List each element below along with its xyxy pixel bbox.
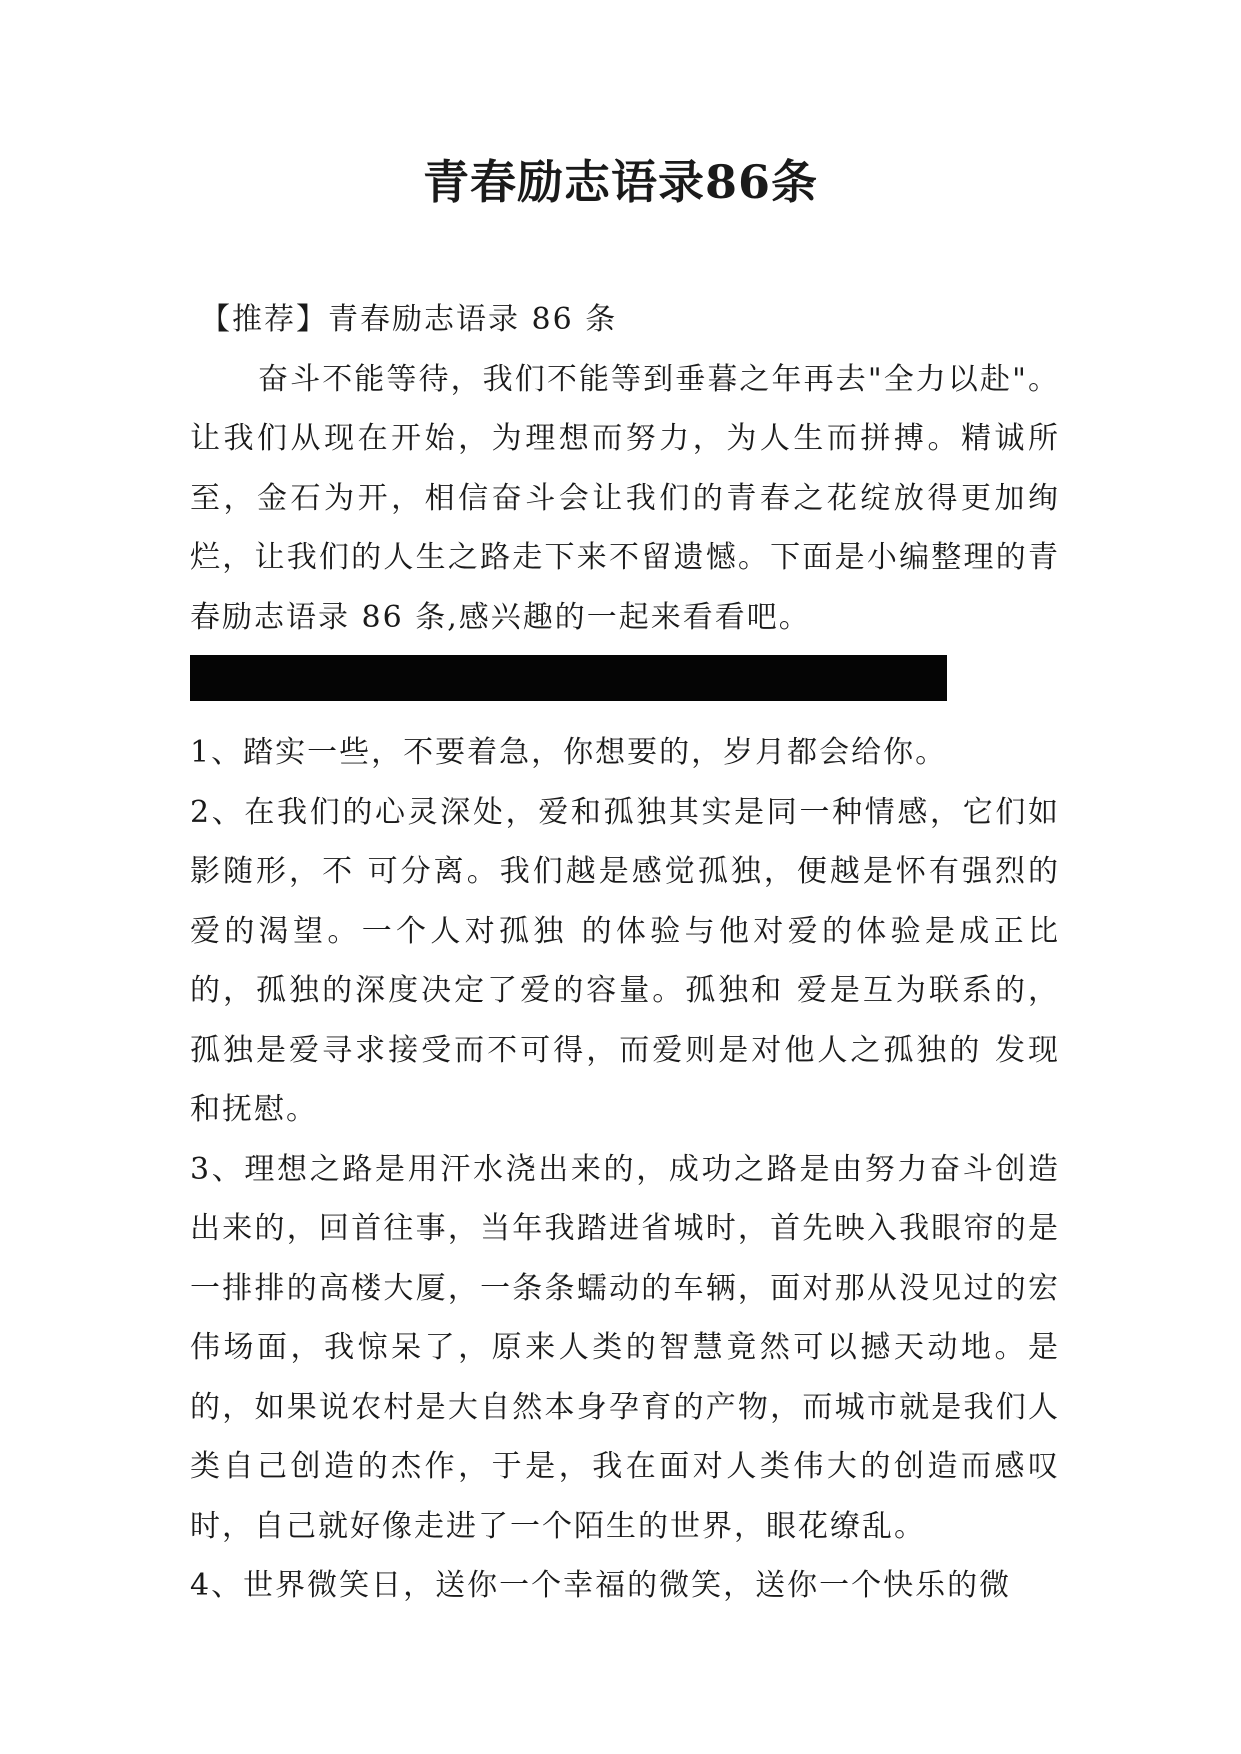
intro-paragraph: 奋斗不能等待，我们不能等到垂暮之年再去"全力以赴"。让我们从现在开始，为理想而努力，为人生而拼搏。精诚所至，金石为开，相信奋斗会让我们的青春之花绽放得更加绚烂，让我们的人生之路走下来不留遗憾。下面是小编整理的青春励志语录 86 条,感兴趣的一起来看看吧。: [190, 361, 1060, 635]
document-body: [190, 290, 1060, 1616]
quote-item-1: 1、踏实一些，不要着急，你想要的，岁月都会给你。: [190, 735, 948, 770]
quote-item-3: 3、理想之路是用汗水浇出来的，成功之路是由努力奋斗创造出来的，回首往事，当年我踏进省城时，首先映入我眼帘的是一排排的高楼大厦，一条条蠕动的车辆，面对那从没见过的宏伟场面，我惊呆了，原来人类的智慧竟然可以撼天动地。是的，如果说农村是大自然本身孕育的产物，而城市就是我们人类自己创造的杰作，于是，我在面对人类伟大的创造而感叹时，自己就好像走进了一个陌生的世界，眼花缭乱。: [190, 1151, 1060, 1544]
recommend-line: 【推荐】青春励志语录 86 条: [200, 302, 618, 337]
quote-item-2: 2、在我们的心灵深处，爱和孤独其实是同一种情感，它们如影随形，不 可分离。我们越是感觉孤独，便越是怀有强烈的爱的渴望。一个人对孤独 的体验与他对爱的体验是成正比的，孤独的深度决定了爱的容量。孤独和 爱是互为联系的，孤独是爱寻求接受而不可得，而爱则是对他人之孤独的 发现和抚慰。: [190, 794, 1060, 1127]
redaction-bar: [190, 655, 947, 701]
document-title: 青春励志语录86条: [422, 155, 818, 209]
quote-item-4: 4、世界微笑日，送你一个幸福的微笑，送你一个快乐的微: [190, 1568, 1012, 1603]
